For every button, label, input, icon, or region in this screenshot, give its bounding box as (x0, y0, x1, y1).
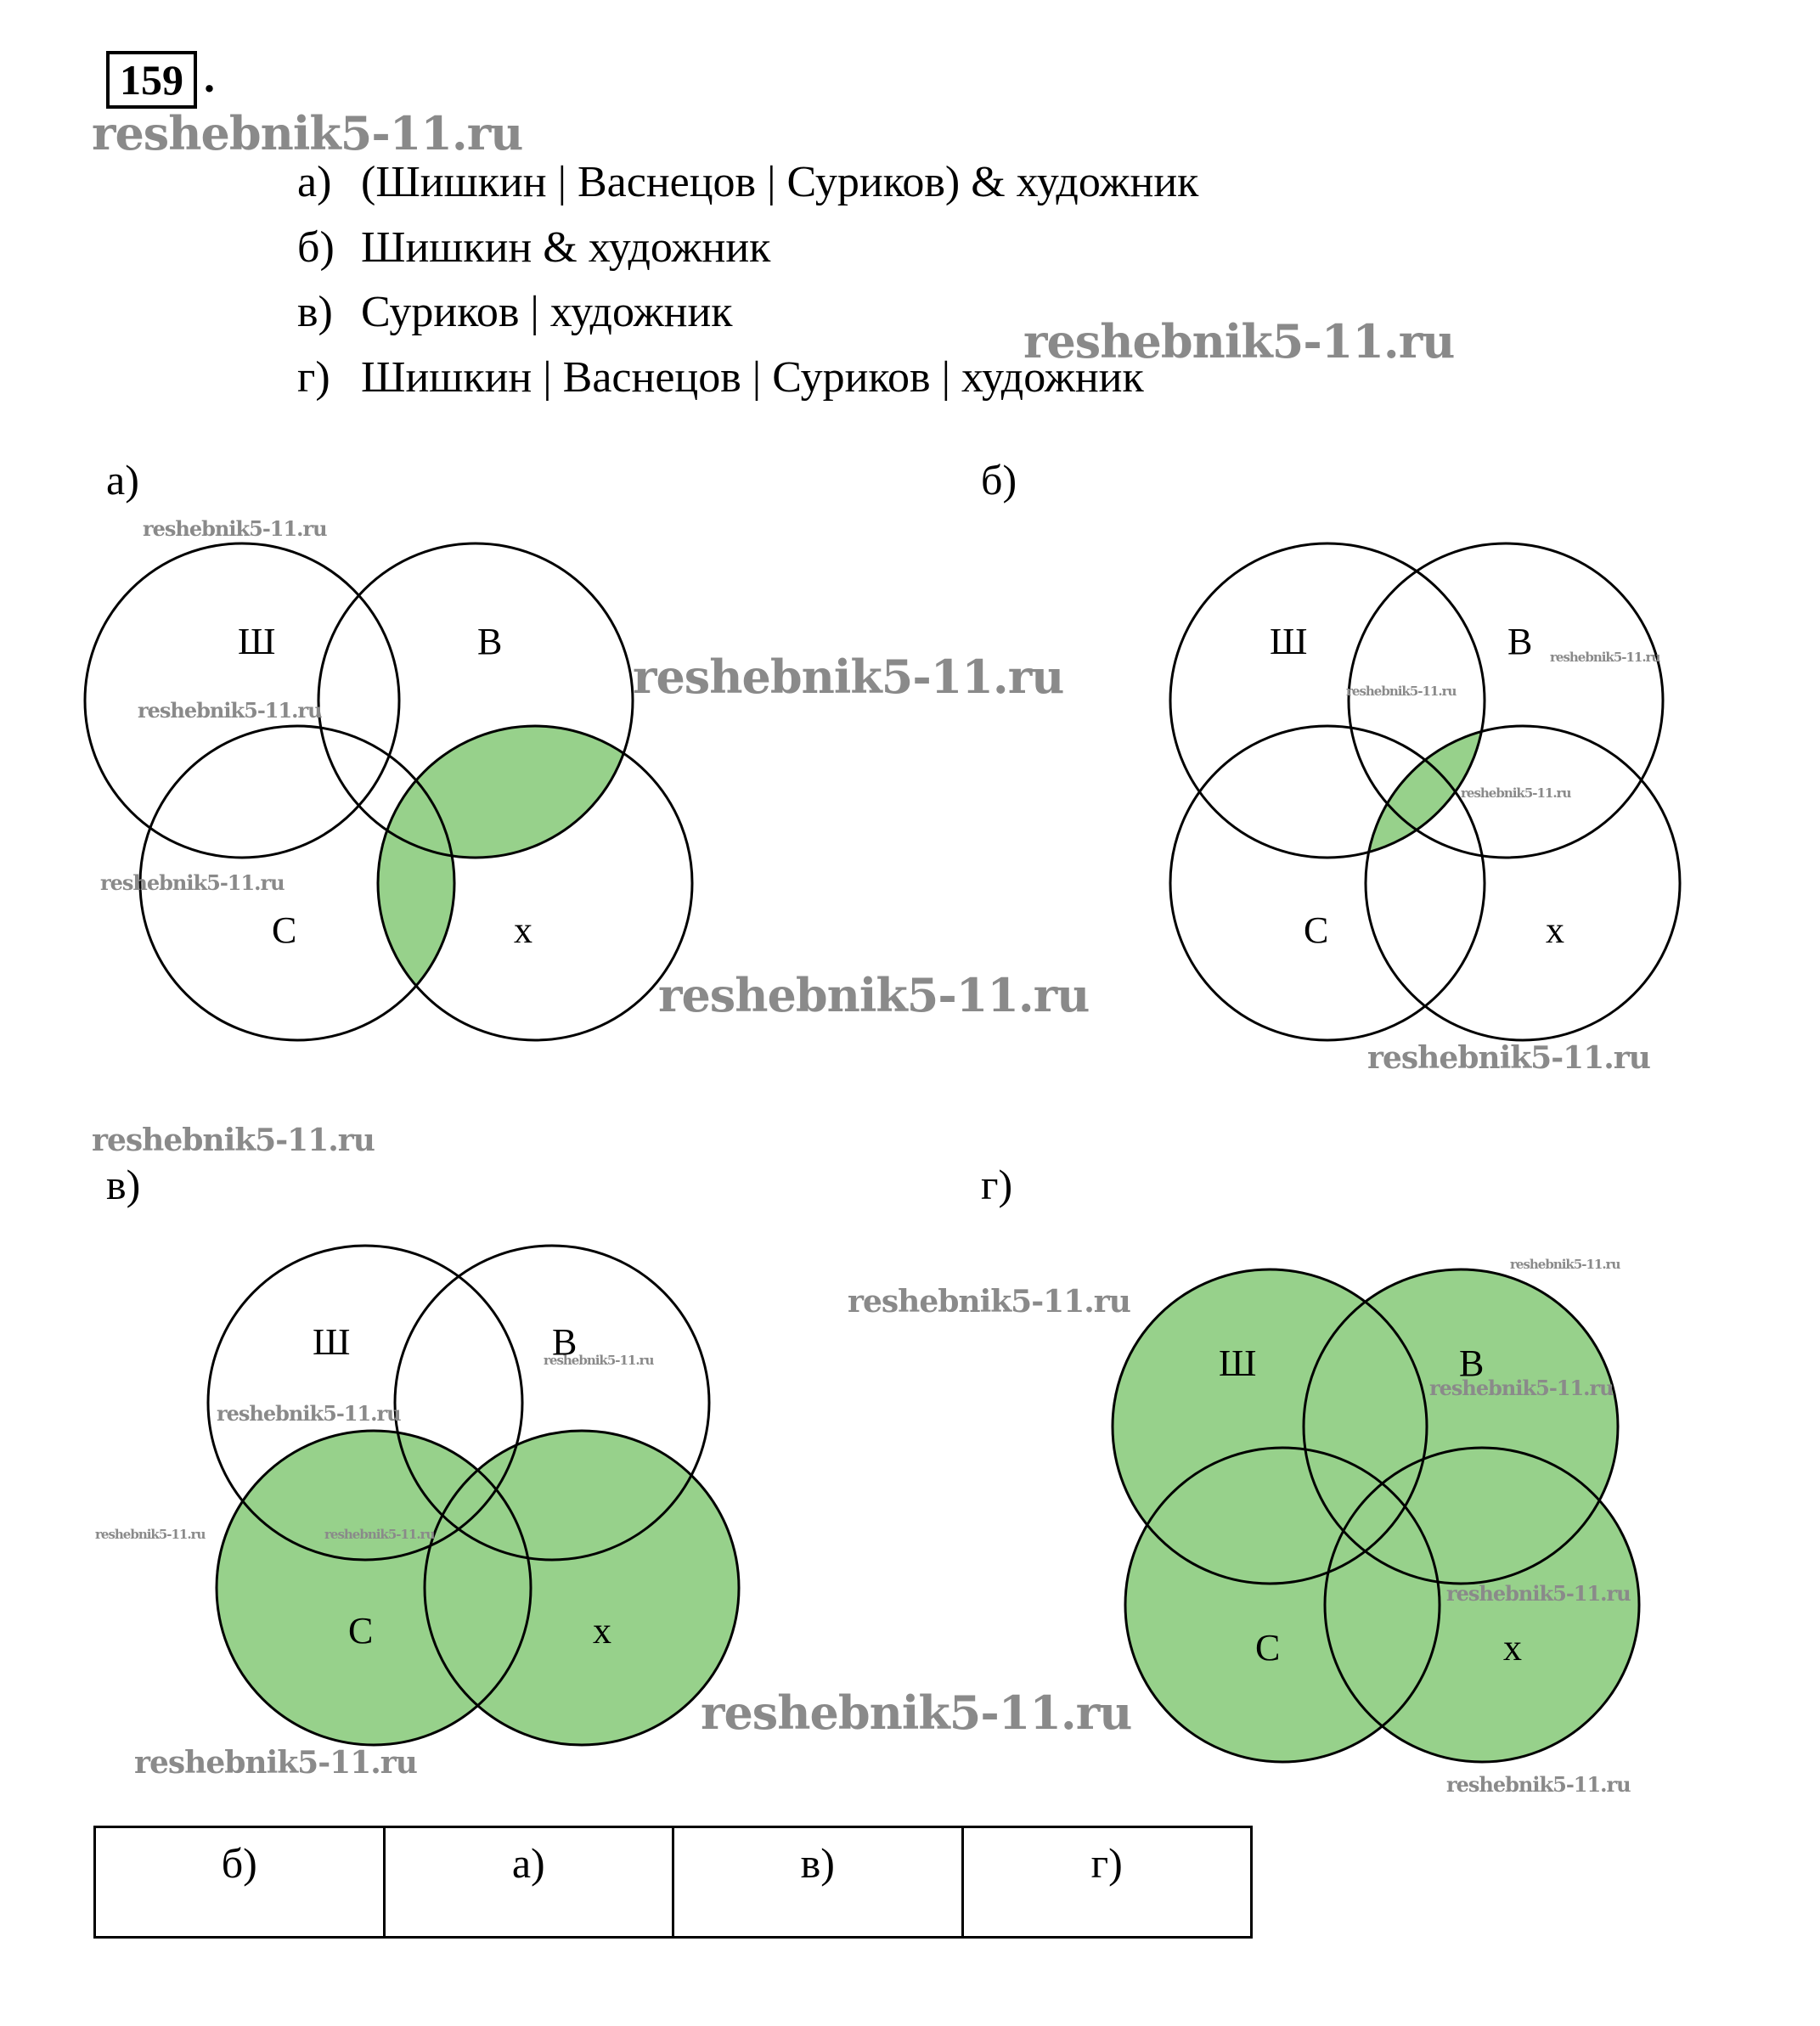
query-text: (Шишкин | Васнецов | Суриков) & художник (361, 158, 1199, 206)
watermark: reshebnik5-11.ru (138, 698, 322, 723)
watermark: reshebnik5-11.ru (134, 1745, 417, 1781)
set-label-v: В (477, 621, 503, 662)
set-label-s: С (348, 1610, 374, 1652)
query-letter: а) (297, 158, 332, 206)
query-text: Суриков | художник (361, 288, 733, 336)
diagram-d-label: г) (981, 1161, 1013, 1208)
watermark: reshebnik5-11.ru (1367, 1040, 1650, 1076)
set-label-s: С (1304, 909, 1329, 951)
watermark: reshebnik5-11.ru (848, 1284, 1130, 1320)
answer-table (93, 1826, 1253, 1939)
watermark: reshebnik5-11.ru (1023, 314, 1455, 369)
watermark: reshebnik5-11.ru (1510, 1257, 1620, 1272)
set-label-v: В (1459, 1342, 1485, 1384)
set-label-sh: Ш (313, 1321, 351, 1363)
set-label-sh: Ш (238, 621, 276, 662)
set-label-sh: Ш (1219, 1342, 1257, 1384)
task-number-dot: . (204, 53, 215, 102)
watermark: reshebnik5-11.ru (92, 106, 523, 160)
watermark: reshebnik5-11.ru (1446, 1581, 1631, 1606)
watermark: reshebnik5-11.ru (1461, 785, 1571, 801)
watermark: reshebnik5-11.ru (544, 1353, 654, 1368)
set-label-s: С (272, 909, 297, 951)
watermark: reshebnik5-11.ru (324, 1527, 435, 1542)
watermark: reshebnik5-11.ru (143, 516, 327, 541)
watermark: reshebnik5-11.ru (701, 1686, 1132, 1740)
watermark: reshebnik5-11.ru (1550, 650, 1660, 665)
set-label-v: В (552, 1321, 578, 1363)
watermark: reshebnik5-11.ru (1346, 684, 1457, 699)
set-label-x: х (1503, 1627, 1522, 1669)
watermark: reshebnik5-11.ru (95, 1527, 206, 1542)
shaded-region (1113, 1269, 1639, 1762)
diagram-b-label: б) (981, 456, 1017, 504)
set-label-v: В (1507, 621, 1533, 662)
table-row (95, 1827, 1252, 1938)
query-letter: г) (297, 353, 330, 402)
set-label-s: С (1255, 1627, 1281, 1669)
watermark: reshebnik5-11.ru (658, 968, 1090, 1022)
task-number: 159 (106, 51, 197, 109)
set-label-sh: Ш (1270, 621, 1308, 662)
query-text: Шишкин & художник (361, 223, 771, 272)
diagram-c-label: в) (106, 1161, 141, 1208)
query-letter: б) (297, 223, 335, 272)
answer-cell: в) (673, 1827, 963, 1938)
set-label-x: х (593, 1610, 611, 1652)
watermark: reshebnik5-11.ru (633, 650, 1064, 704)
answer-cell: а) (384, 1827, 673, 1938)
watermark: reshebnik5-11.ru (1429, 1376, 1614, 1400)
answer-cell: б) (95, 1827, 385, 1938)
query-letter: в) (297, 288, 333, 336)
query-text: Шишкин | Васнецов | Суриков | художник (361, 353, 1144, 402)
watermark: reshebnik5-11.ru (217, 1401, 401, 1426)
watermark: reshebnik5-11.ru (100, 870, 285, 895)
diagram-a-label: а) (106, 456, 139, 504)
answer-cell: г) (962, 1827, 1252, 1938)
set-label-x: х (514, 909, 532, 951)
set-label-x: х (1546, 909, 1564, 951)
watermark: reshebnik5-11.ru (92, 1123, 375, 1158)
watermark: reshebnik5-11.ru (1446, 1772, 1631, 1797)
